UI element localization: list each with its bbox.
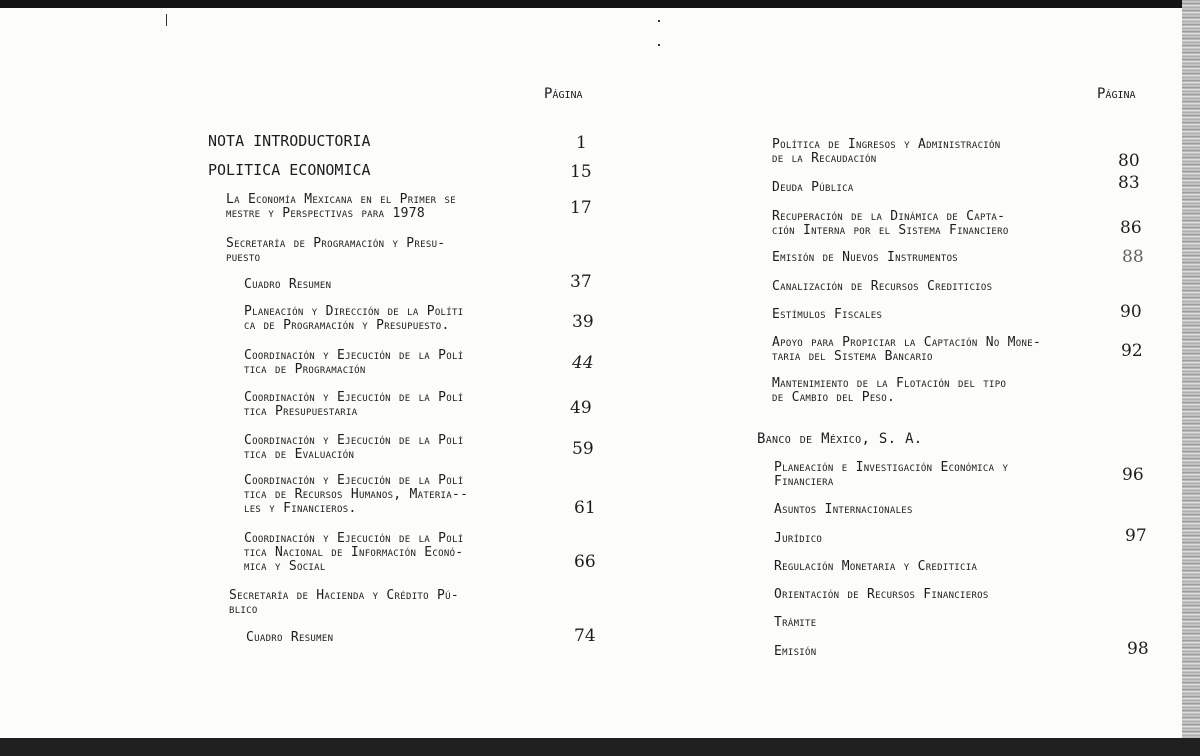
toc-entry-line: mica y Social [244,559,326,574]
toc-page-number: 83 [1118,173,1140,193]
toc-entry-line: puesto [226,250,261,265]
toc-entry-line: Banco de México, S. A. [757,431,923,447]
toc-page-number: 96 [1122,465,1144,485]
toc-page-number: 1 [576,133,587,153]
toc-page-number: 66 [574,552,596,572]
toc-entry-line: Jurídico [774,531,823,546]
toc-entry-line: tica de Recursos Humanos, Materia-- [244,487,469,502]
paper-page [0,8,1182,738]
toc-page-number: 90 [1120,302,1142,322]
toc-entry-line: Política de Ingresos y Administración [772,137,1001,152]
toc-page-number: 88 [1122,247,1144,267]
toc-entry-line: Coordinación y Ejecución de la Polí [244,390,464,405]
toc-page-number: 80 [1118,151,1140,171]
toc-entry-line: mestre y Perspectivas para 1978 [226,206,425,221]
toc-entry-line: de la Recaudación [772,151,877,166]
toc-entry-line: ca de Programación y Presupuesto. [244,318,450,333]
toc-entry-line: Planeación y Dirección de la Políti [244,304,464,319]
toc-entry-line: tica Presupuestaria [244,404,358,419]
toc-entry-title: POLITICA ECONOMICA [208,161,371,179]
toc-entry-line: Asuntos Internacionales [774,502,913,517]
toc-entry-line: blico [229,602,258,617]
scan-edge-noise [1182,0,1200,756]
toc-entry-line: de Cambio del Peso. [772,390,896,405]
scan-dot [658,44,660,46]
toc-entry-line: tica de Evaluación [244,447,355,462]
toc-page-number: 92 [1121,341,1143,361]
toc-page-number: 61 [574,498,596,518]
toc-entry-line: Regulación Monetaria y Crediticia [774,559,978,574]
toc-entry-title: NOTA INTRODUCTORIA [208,132,371,150]
toc-entry-line: Deuda Pública [772,180,854,195]
toc-entry-line: Coordinación y Ejecución de la Polí [244,433,464,448]
toc-entry-line: Financiera [774,474,834,489]
toc-page-number: 37 [570,272,592,292]
toc-entry-line: Mantenimiento de la Flotación del tipo [772,376,1007,391]
toc-entry-line: Emisión de Nuevos Instrumentos [772,250,959,265]
toc-entry-line: les y Financieros. [244,501,357,516]
toc-entry-line: La Economía Mexicana en el Primer se [226,192,456,207]
toc-page-number: 74 [574,626,596,646]
toc-entry-line: tica Nacional de Información Econó- [244,545,464,560]
toc-entry-line: Cuadro Resumen [246,630,334,645]
toc-page-number: 44 [572,353,594,373]
scan-mark [166,14,167,26]
left-page-header: Página [544,86,583,102]
toc-entry-line: Emisión [774,644,817,659]
toc-page-number: 86 [1120,218,1142,238]
toc-entry-line: Orientación de Recursos Financieros [774,587,989,602]
toc-entry-line: Apoyo para Propiciar la Captación No Mone- [772,335,1042,350]
toc-entry-line: Coordinación y Ejecución de la Polí [244,531,464,546]
toc-entry-line: Estímulos Fiscales [772,307,883,322]
right-page-header: Página [1097,86,1136,102]
toc-entry-line: Secretaría de Hacienda y Crédito Pú- [229,588,459,603]
toc-entry-line: tica de Programación [244,362,366,377]
toc-entry-line: Planeación e Investigación Económica y [774,460,1009,475]
toc-entry-line: Recuperación de la Dinámica de Capta- [772,209,1006,224]
toc-entry-line: Trámite [774,615,817,630]
toc-page-number: 17 [570,198,592,218]
toc-entry-line: Secretaría de Programación y Presu- [226,236,446,251]
toc-page-number: 59 [572,439,594,459]
toc-page-number: 49 [570,398,592,418]
toc-page-number: 39 [572,312,594,332]
scan-bottom-edge [0,738,1200,756]
toc-entry-line: Coordinación y Ejecución de la Polí [244,473,464,488]
toc-entry-line: ción Interna por el Sistema Financiero [772,223,1009,238]
toc-entry-line: taria del Sistema Bancario [772,349,933,364]
toc-entry-line: Canalización de Recursos Crediticios [772,279,993,294]
toc-page-number: 97 [1125,526,1147,546]
toc-entry-line: Cuadro Resumen [244,277,332,292]
toc-page-number: 98 [1127,639,1149,659]
toc-page-number: 15 [570,162,592,182]
scan-dot [658,20,660,22]
toc-entry-line: Coordinación y Ejecución de la Polí [244,348,464,363]
